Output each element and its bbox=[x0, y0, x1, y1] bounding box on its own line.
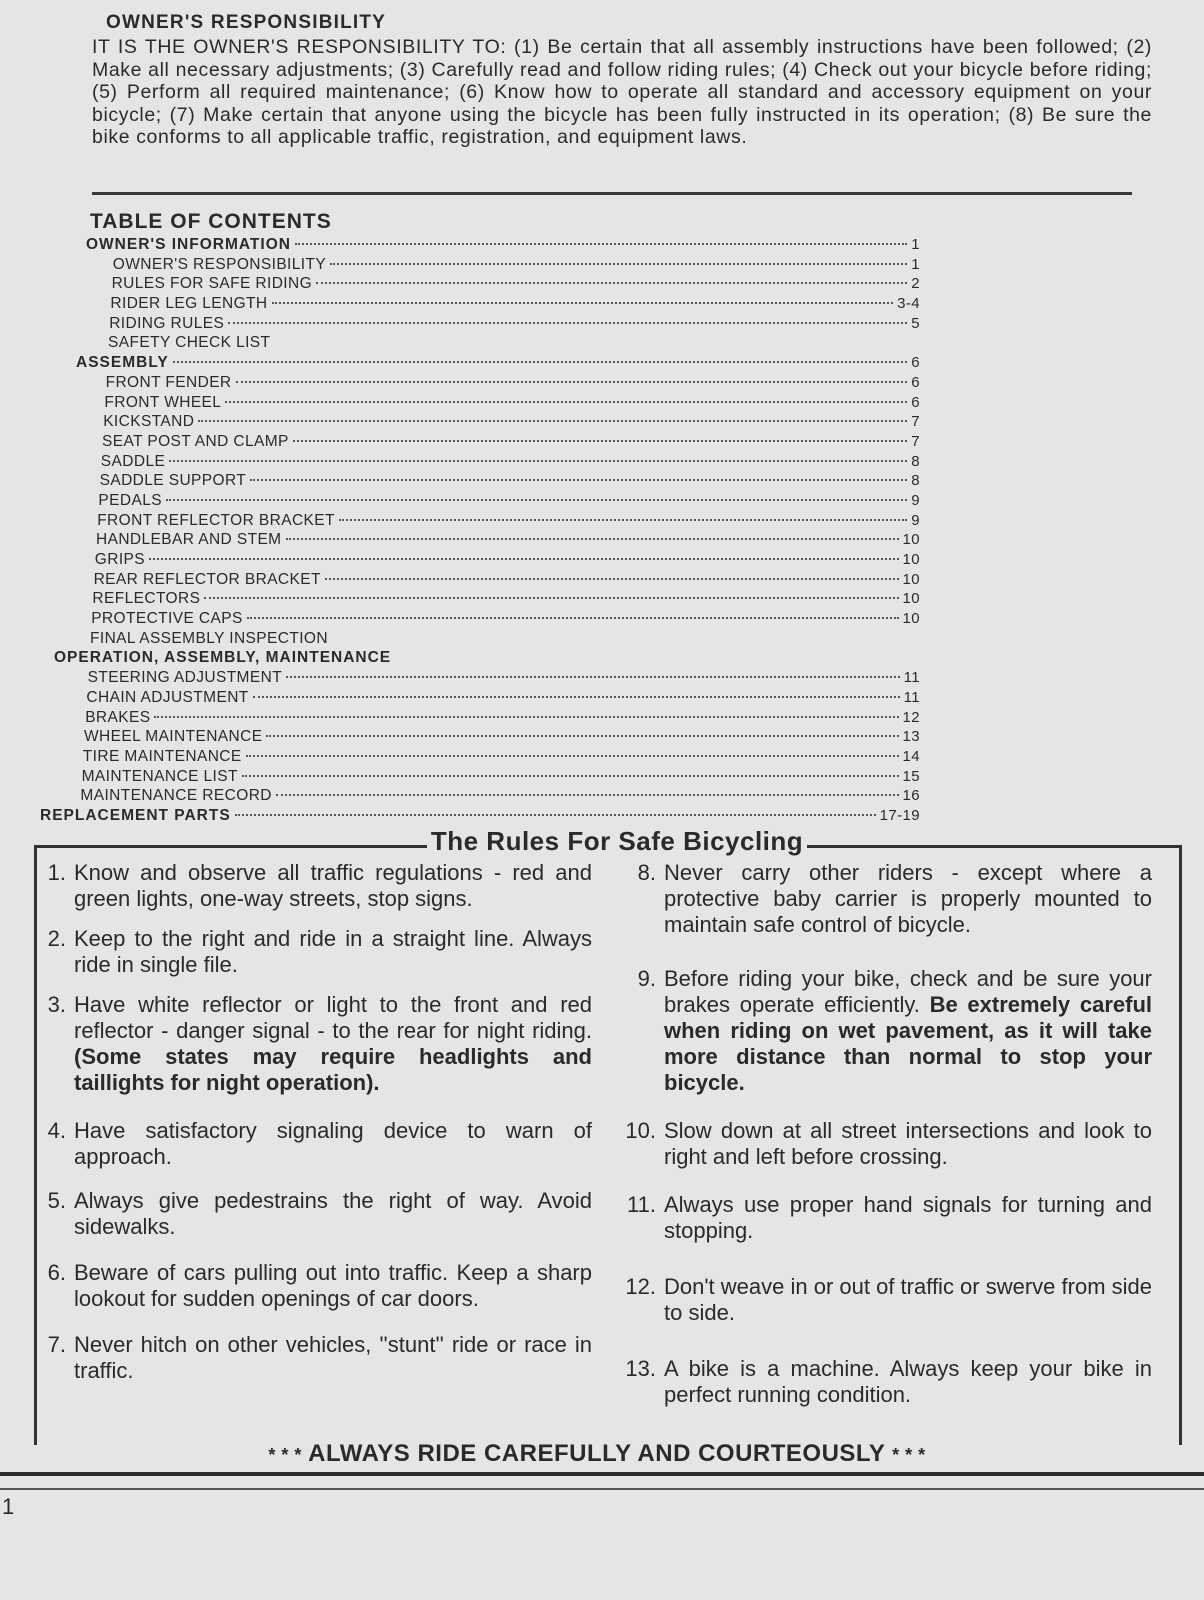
rule-text-plain: Keep to the right and ride in a straight line. Always ride in single file. bbox=[74, 926, 592, 977]
toc-row bbox=[40, 433, 920, 453]
rules-title: The Rules For Safe Bicycling bbox=[427, 826, 807, 856]
toc-label: KICKSTAND bbox=[103, 413, 195, 431]
toc-leader-dots bbox=[330, 263, 907, 265]
toc-page-number: 1 bbox=[911, 255, 920, 273]
toc-page-number: 11 bbox=[903, 669, 920, 687]
footer-stars-left: * * * bbox=[268, 1445, 302, 1465]
toc-row bbox=[40, 649, 920, 669]
toc-row bbox=[40, 492, 920, 512]
toc-row bbox=[40, 630, 920, 650]
rule-text-plain: Always use proper hand signals for turning and stopping. bbox=[664, 1192, 1152, 1243]
toc-page-number: 6 bbox=[911, 393, 920, 411]
toc-leader-dots bbox=[266, 735, 898, 737]
rule-item bbox=[622, 1118, 1152, 1170]
rule-text bbox=[664, 860, 1152, 938]
toc-page-number: 13 bbox=[902, 728, 920, 746]
toc-label: FINAL ASSEMBLY INSPECTION bbox=[90, 629, 328, 647]
rules-footer bbox=[2, 1440, 1192, 1468]
rule-item bbox=[622, 966, 1152, 1096]
toc-page-number: 10 bbox=[902, 610, 920, 628]
safe-bicycling-rules bbox=[2, 820, 1192, 1500]
toc-label: ASSEMBLY bbox=[76, 354, 169, 372]
toc-label: SAFETY CHECK LIST bbox=[108, 334, 271, 352]
toc-row bbox=[40, 394, 920, 414]
rule-number: 7. bbox=[47, 1332, 66, 1357]
toc-page-number: 9 bbox=[911, 491, 920, 509]
toc-row bbox=[40, 551, 920, 571]
rule-text bbox=[74, 860, 592, 912]
footer-text: ALWAYS RIDE CAREFULLY AND COURTEOUSLY bbox=[308, 1440, 885, 1467]
toc-row bbox=[40, 413, 920, 433]
toc-label: CHAIN ADJUSTMENT bbox=[86, 688, 249, 706]
toc-leader-dots bbox=[286, 538, 899, 540]
rule-number: 10. bbox=[625, 1118, 656, 1143]
toc-row bbox=[40, 275, 920, 295]
toc-row bbox=[40, 334, 920, 354]
rule-number: 5. bbox=[47, 1188, 66, 1213]
owners-responsibility-title: OWNER'S RESPONSIBILITY bbox=[106, 12, 387, 33]
rule-text-plain: Have white reflector or light to the front and red reflector - danger signal - to the rear for night riding. bbox=[74, 992, 592, 1043]
toc-leader-dots bbox=[295, 243, 907, 245]
toc-label: MAINTENANCE LIST bbox=[81, 767, 238, 785]
rule-item bbox=[32, 860, 592, 912]
toc-row bbox=[40, 590, 920, 610]
toc-label: FRONT FENDER bbox=[105, 373, 232, 391]
toc-page-number: 1 bbox=[911, 236, 920, 253]
rule-number: 12. bbox=[625, 1274, 656, 1299]
rule-text bbox=[664, 1274, 1152, 1326]
bottom-divider bbox=[0, 1472, 1204, 1476]
toc-label: REPLACEMENT PARTS bbox=[40, 806, 231, 824]
toc-title: TABLE OF CONTENTS bbox=[90, 210, 332, 233]
rule-item bbox=[622, 1274, 1152, 1326]
toc-label: FRONT REFLECTOR BRACKET bbox=[97, 511, 335, 529]
toc-row bbox=[40, 374, 920, 394]
toc-page-number: 10 bbox=[902, 590, 920, 608]
rule-item bbox=[622, 1356, 1152, 1408]
toc-leader-dots bbox=[204, 597, 898, 599]
toc-leader-dots bbox=[272, 302, 894, 304]
rule-text bbox=[664, 1118, 1152, 1170]
toc-page-number: 8 bbox=[911, 472, 920, 490]
toc-label: SADDLE bbox=[100, 452, 166, 470]
toc-label: REFLECTORS bbox=[92, 590, 201, 608]
toc-row bbox=[40, 256, 920, 276]
toc-label: OWNER'S INFORMATION bbox=[86, 236, 291, 253]
toc-page-number: 6 bbox=[911, 354, 920, 372]
toc-leader-dots bbox=[236, 381, 908, 383]
toc-page-number: 12 bbox=[902, 708, 920, 726]
rule-item bbox=[32, 1118, 592, 1170]
rule-number: 13. bbox=[625, 1356, 656, 1381]
toc-label: FRONT WHEEL bbox=[104, 393, 222, 411]
toc-row bbox=[40, 709, 920, 729]
toc-row bbox=[40, 768, 920, 788]
rule-number: 8. bbox=[637, 860, 656, 885]
rule-number: 11. bbox=[627, 1192, 656, 1217]
toc-leader-dots bbox=[228, 322, 907, 324]
toc-page-number: 7 bbox=[911, 432, 920, 450]
toc-page-number: 10 bbox=[902, 551, 920, 568]
toc-row bbox=[40, 295, 920, 315]
rule-text bbox=[74, 926, 592, 978]
rule-number: 9. bbox=[637, 966, 656, 991]
toc-list bbox=[40, 236, 920, 827]
toc-label: SADDLE SUPPORT bbox=[99, 472, 247, 490]
rule-item bbox=[32, 1332, 592, 1384]
rule-text bbox=[664, 1356, 1152, 1408]
rule-text-plain: A bike is a machine. Always keep your bike in perfect running condition. bbox=[664, 1356, 1152, 1407]
toc-leader-dots bbox=[286, 676, 900, 678]
toc-leader-dots bbox=[250, 479, 907, 481]
toc-page-number: 16 bbox=[902, 787, 920, 805]
toc-label: RIDER LEG LENGTH bbox=[110, 295, 268, 313]
rules-left-column bbox=[32, 860, 592, 1384]
toc-row bbox=[40, 472, 920, 492]
toc-label: PROTECTIVE CAPS bbox=[91, 610, 243, 628]
rule-text bbox=[74, 1188, 592, 1240]
rule-number: 4. bbox=[47, 1118, 66, 1143]
rule-text-emphasis: (Some states may require headlights and taillights for night operation). bbox=[74, 1044, 592, 1095]
toc-leader-dots bbox=[325, 578, 899, 580]
toc-page-number: 2 bbox=[911, 275, 920, 293]
rule-number: 6. bbox=[47, 1260, 66, 1285]
divider-line bbox=[92, 192, 1132, 195]
toc-page-number: 11 bbox=[903, 688, 920, 706]
toc-row bbox=[40, 787, 920, 807]
toc-leader-dots bbox=[242, 775, 899, 777]
rule-number: 1. bbox=[47, 860, 66, 885]
rule-text-plain: Have satisfactory signaling device to warn of approach. bbox=[74, 1118, 592, 1169]
toc-row bbox=[40, 728, 920, 748]
table-of-contents bbox=[40, 210, 920, 827]
toc-label: SEAT POST AND CLAMP bbox=[102, 432, 289, 450]
rule-text-plain: Know and observe all traffic regulations - red and green lights, one-way streets, stop signs. bbox=[74, 860, 592, 911]
toc-page-number: 8 bbox=[911, 452, 920, 470]
rule-text bbox=[74, 1118, 592, 1170]
toc-page-number: 3-4 bbox=[897, 295, 920, 313]
toc-page-number: 10 bbox=[902, 531, 920, 549]
toc-page-number: 14 bbox=[902, 747, 920, 765]
toc-leader-dots bbox=[276, 794, 899, 796]
toc-page-number: 10 bbox=[902, 570, 920, 588]
footer-stars-right: * * * bbox=[892, 1445, 926, 1465]
toc-label: TIRE MAINTENANCE bbox=[82, 747, 242, 765]
rule-text bbox=[74, 992, 592, 1096]
toc-page-number: 9 bbox=[911, 511, 920, 529]
rule-text-plain: Never hitch on other vehicles, ''stunt'' ride or race in traffic. bbox=[74, 1332, 592, 1383]
toc-leader-dots bbox=[247, 617, 899, 619]
toc-label: PEDALS bbox=[98, 491, 162, 509]
rule-item bbox=[622, 860, 1152, 938]
toc-leader-dots bbox=[225, 401, 907, 403]
rule-text-emphasis: Be extremely careful when riding on wet pavement, as it will take more distance than normal to stop your bicycle. bbox=[664, 992, 1152, 1095]
owners-responsibility-section bbox=[92, 12, 1152, 149]
toc-row bbox=[40, 236, 920, 256]
rule-item bbox=[622, 1192, 1152, 1244]
rule-number: 3. bbox=[47, 992, 66, 1017]
toc-leader-dots bbox=[154, 716, 898, 718]
toc-label: WHEEL MAINTENANCE bbox=[84, 728, 263, 746]
toc-row bbox=[40, 354, 920, 374]
toc-label: OPERATION, ASSEMBLY, MAINTENANCE bbox=[54, 649, 392, 667]
bottom-divider-thin bbox=[0, 1488, 1204, 1490]
toc-row bbox=[40, 315, 920, 335]
toc-leader-dots bbox=[293, 440, 907, 442]
toc-leader-dots bbox=[166, 499, 907, 501]
toc-row bbox=[40, 453, 920, 473]
rule-text-plain: Before riding your bike, check and be sure your brakes operate efficiently. bbox=[664, 966, 1152, 1017]
toc-label: HANDLEBAR AND STEM bbox=[96, 531, 282, 549]
rule-number: 2. bbox=[47, 926, 66, 951]
rule-text bbox=[664, 1192, 1152, 1244]
toc-leader-dots bbox=[316, 282, 907, 284]
toc-row bbox=[40, 689, 920, 709]
page-number: 1 bbox=[2, 1494, 15, 1519]
toc-page-number: 17-19 bbox=[879, 806, 920, 824]
toc-leader-dots bbox=[198, 420, 907, 422]
rule-item bbox=[32, 1260, 592, 1312]
toc-row bbox=[40, 610, 920, 630]
toc-label: REAR REFLECTOR BRACKET bbox=[93, 570, 321, 588]
toc-leader-dots bbox=[169, 460, 907, 462]
toc-label: RIDING RULES bbox=[109, 314, 225, 332]
toc-page-number: 6 bbox=[911, 373, 920, 391]
rule-text bbox=[74, 1332, 592, 1384]
rule-text-plain: Slow down at all street intersections and look to right and left before crossing. bbox=[664, 1118, 1152, 1169]
rule-text bbox=[74, 1260, 592, 1312]
owners-responsibility-body: IT IS THE OWNER'S RESPONSIBILITY TO: (1) Be certain that all assembly instructions have been followed; (2) Make all necessary adjustments; (3) Carefully read and follow riding rules; (4) Check out your bicycle before riding; (5) Perform all required maintenance; (6) Know how to operate all standard and accessory equipment on your bicycle; (7) Make certain that anyone using the bicycle has been fully instructed in its operation; (8) Be sure the bike conforms to all applicable traffic, registration, and equipment laws. bbox=[92, 36, 1152, 148]
rule-text bbox=[664, 966, 1152, 1096]
toc-leader-dots bbox=[246, 755, 899, 757]
toc-leader-dots bbox=[173, 361, 908, 363]
toc-label: OWNER'S RESPONSIBILITY bbox=[112, 255, 327, 273]
toc-page-number: 7 bbox=[911, 413, 920, 431]
toc-label: MAINTENANCE RECORD bbox=[80, 787, 272, 805]
toc-row bbox=[40, 748, 920, 768]
toc-page-number: 5 bbox=[911, 314, 920, 332]
rule-item bbox=[32, 1188, 592, 1240]
toc-label: GRIPS bbox=[94, 551, 146, 568]
toc-row bbox=[40, 669, 920, 689]
toc-leader-dots bbox=[149, 558, 898, 560]
toc-label: RULES FOR SAFE RIDING bbox=[111, 275, 313, 293]
rule-item bbox=[32, 926, 592, 978]
toc-leader-dots bbox=[253, 696, 900, 698]
toc-row bbox=[40, 531, 920, 551]
rules-right-column bbox=[622, 860, 1152, 1408]
rule-text-plain: Beware of cars pulling out into traffic. Keep a sharp lookout for sudden openings of car doors. bbox=[74, 1260, 592, 1311]
toc-leader-dots bbox=[235, 814, 876, 816]
toc-row bbox=[40, 512, 920, 532]
rule-text-plain: Never carry other riders - except where a protective baby carrier is properly mounted to maintain safe control of bicycle. bbox=[664, 860, 1152, 937]
toc-label: BRAKES bbox=[85, 708, 151, 726]
toc-label: STEERING ADJUSTMENT bbox=[87, 669, 283, 687]
toc-leader-dots bbox=[339, 519, 907, 521]
rule-text-plain: Always give pedestrains the right of way. Avoid sidewalks. bbox=[74, 1188, 592, 1239]
rule-item bbox=[32, 992, 592, 1096]
toc-page-number: 15 bbox=[902, 767, 920, 785]
toc-row bbox=[40, 571, 920, 591]
rule-text-plain: Don't weave in or out of traffic or swerve from side to side. bbox=[664, 1274, 1152, 1325]
